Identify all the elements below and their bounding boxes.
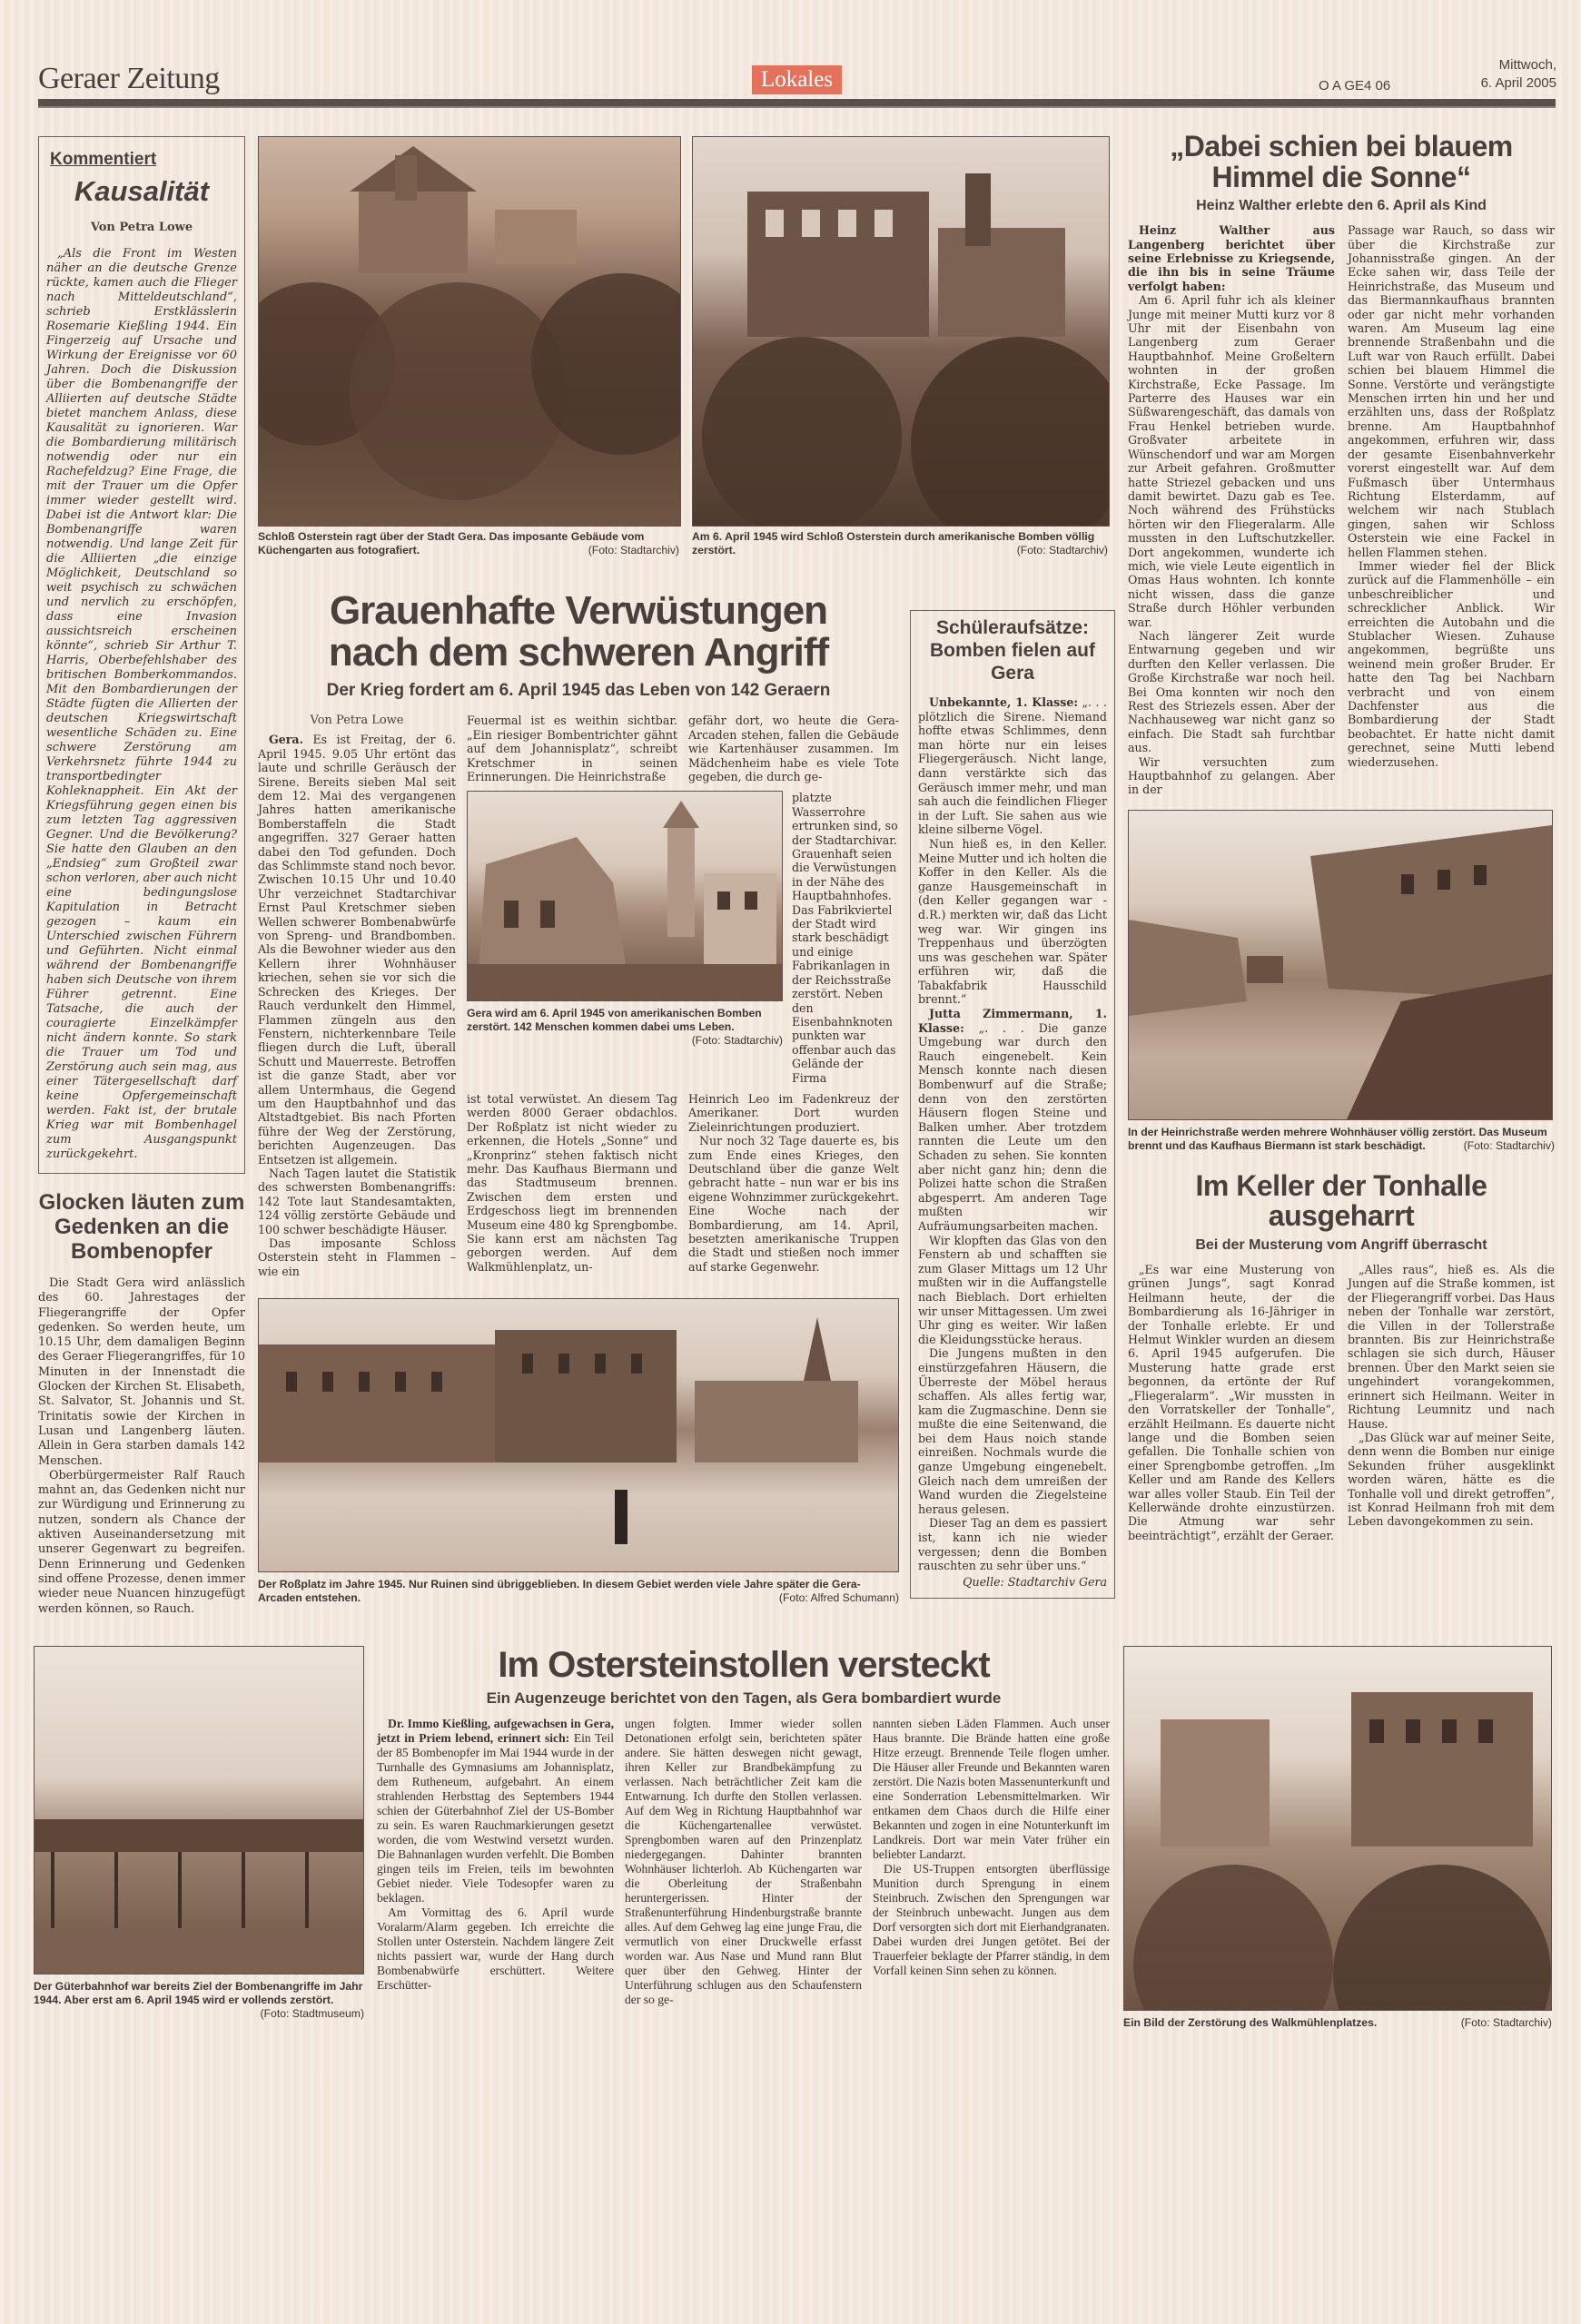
main-columns xyxy=(258,714,899,1278)
caption-heinrichstrasse: In der Heinrichstraße werden mehrere Wohnhäuser völlig zerstört. Das Museum brennt und das Kaufhaus Biermann ist stark beschädigt. (Foto: Stadtarchiv) xyxy=(1128,1125,1555,1152)
osterstein-col1: Dr. Immo Kießling, aufgewachsen in Gera, jetzt in Priem lebend, erinnert sich: Ein Teil der 85 Bombenopfer im Mai 1944 wurde in der Turnhalle des Gymnasiums am Johannisplatz, dem Rutheneum, aufgebahrt. An einem strahlenden Herbsttag des Septembers 1944 schien der Güterbahnhof Ziel der US-Bomber zu sein. Es waren Rauchmarkierungen gesetzt worden, die vom Westwind versetzt wurden. Die Bahnanlagen wurden verfehlt. Die Bomben gingen teils im Freien, teils im bewohnten Gebiet nieder. Viele Todesopfer waren zu beklagen. Am Vormittag des 6. April wurde Voralarm/Alarm gegeben. Ich erreichte die Stollen unter Osterstein. Nachdem längere Zeit nichts passiert war, wurde der Hang durch Bombenabwürfe erschüttert. Weitere Erschütter- xyxy=(377,1717,614,1992)
photo-gera-ruins xyxy=(467,791,783,1001)
date: 6. April 2005 xyxy=(1480,75,1556,91)
caption-rossplatz: Der Roßplatz im Jahre 1945. Nur Ruinen sind übriggeblieben. In diesem Gebiet werden viele Jahre später die Gera-Arcaden entstehen. (Foto: Alfred Schumann) xyxy=(258,1578,899,1604)
street-illustration xyxy=(1129,811,1552,1119)
masthead-rule xyxy=(38,99,1556,108)
photo-rossplatz xyxy=(258,1298,899,1572)
gueterbahnhof-figure xyxy=(34,1646,364,2021)
gera-ruins-figure xyxy=(467,791,783,1085)
rossplatz-figure xyxy=(258,1298,899,1605)
issue-date xyxy=(1478,56,1556,93)
tonhalle-col1: „Es war eine Musterung von grünen Jungs“, sagt Konrad Heilmann heute, der die Bombardierung als 16-Jähriger in der Tonhalle erlebte. Er und Helmut Winkler wurden an diesem 6. April 1945 aufgerufen. Die Musterung hatte grade erst begonnen, da ertönte der Ruf „Fliegeralarm“. „Wir mussten in den Vorratskeller der Tonhalle“, erzählt Heilmann. Es dauerte nicht lange und die Bomben seien gefallen. Die Tonhalle schien von einer Sprengbombe getroffen. „Im Keller und am Rande des Kellers war alles voller Staub. Ein Teil der Kellerwände drohte einzustürzen. Die Atmung war sehr beeinträchtigt“, erzählt der Geraer. xyxy=(1128,1263,1335,1542)
caption-gueterbahnhof: Der Güterbahnhof war bereits Ziel der Bombenangriffe im Jahr 1944. Aber erst am 6. April 1945 wird er vollends zerstört. (Foto: Stadtmuseum) xyxy=(34,1980,364,2020)
essays-box xyxy=(910,610,1115,1599)
section-tag: Lokales xyxy=(752,65,842,94)
square-illustration xyxy=(259,1299,898,1571)
osterstein-col3: nannten sieben Läden Flammen. Auch unser Haus brannte. Die Brände hatten eine große Hitze erzeugt. Brennende Teile flogen umher. Die Häuser aller Freunde und Bekannten waren zerstört. Die Nazis boten Massenunterkunft und eine Sonderration Lebensmittelmarken. Wir entkamen dem Chaos durch die Hilfe einer Bekannten und zogen in eine Notunterkunft im Landkreis. Dort war mein Vater früher ein beliebter Landarzt. Die US-Truppen entsorgten überflüssige Munition durch Sprengung in einem Steinbruch. Zwischen den Sprengungen war der Steinbruch unbewacht. Jungen aus dem Dorf versorgten sich dort mit Eierhandgranaten. Dabei wurden drei Jungen getötet. Bei der Trauerfeier beklagte der Pfarrer ständig, in dem Vorfall keinen Sinn sehen zu können. xyxy=(873,1717,1110,1977)
weekday: Mittwoch, xyxy=(1498,57,1556,73)
osterstein-article xyxy=(377,1646,1111,2007)
commentary-box xyxy=(38,136,245,1174)
commentary-kicker: Kommentiert xyxy=(50,150,157,169)
edition-code: O A GE4 06 xyxy=(1319,78,1391,94)
tonhalle-headline-line2: ausgeharrt xyxy=(1268,1199,1415,1233)
photo-gueterbahnhof xyxy=(34,1646,364,1974)
castle-illustration xyxy=(259,137,680,526)
main-col3-top: gefähr dort, wo heute die Gera-Arcaden stehen, fallen die Gebäude wie Kartenhäuser zusammen. Im Mädchenheim habe es viele Tote gegeben, die durch ge- xyxy=(688,714,899,783)
walther-columns xyxy=(1128,223,1555,797)
walther-col2: Passage war Rauch, so dass wir über die Kirchstraße zur Johannisstraße gingen. An der Ecke sahen wir, dass Teile der Heinrichstraße, das Museum und das Biermannkaufhaus brannten oder gar nicht mehr vorhanden waren. Am Museum lag eine brennende Straßenbahn und die Luft war von Rauch erfüllt. Dabei schien bei blauem Himmel die Sonne. Verstörte und verängstigte Menschen irrten hin und her und erzählten uns, dass der Roßplatz brenne. Am Hauptbahnhof angekommen, erfuhren wir, dass der gesamte Eisenbahnverkehr vorerst eingestellt war. Auf dem Fußmasch über Untermhaus Richtung Elsterdamm, auf welchem wir nach Stublach gingen, sahen wir Schloss Osterstein wie eine Fackel in hellen Flammen stehen. Immer wieder fiel der Blick zurück auf die Flammenhölle – ein unbeschreiblicher und schrecklicher Anblick. Wir erreichten die Autobahn und die Stublacher Wiesen. Zuhause angekommen, begrüßte uns weinend mein großer Bruder. Er hatte den Tag bei Nachbarn verbracht und von einem Dachfenster aus die Bombardierung der Stadt beobachtet. Er hatte nicht damit gerechnet, seine Mutti lebend wiederzusehen. xyxy=(1348,223,1555,769)
osterstein-col2: ungen folgten. Immer wieder sollen Detonationen erfolgt sein, berichteten später andere. Sie hätten deswegen nicht gewagt, ihren Keller zur Brandbekämpfung zu verlassen. Nach beträchtlicher Zeit kam die Entwarnung. Ich durfte den Stollen verlassen. Auf dem Weg in Richtung Hauptbahnhof war die Küchengartenallee verwüstet. Sprengbomben waren auf den Prinzenplatz niedergegangen. Dahinter brannten Wohnhäuser lichterloh. Ab Küchengarten war die Oberleitung der Straßenbahn heruntergerissen. Hinter der Straßenunterführung Hindenburgstraße brannte alles. Auf dem Gehweg lag eine junge Frau, die vermutlich von einer Druckwelle erfasst worden war. Aus Nase und Mund rann Blut quer über den Gehweg. Hinter der Unterführung schlugen aus den Schaufenstern der so ge- xyxy=(625,1717,862,2006)
caption-gera-ruins: Gera wird am 6. April 1945 von amerikanischen Bomben zerstört. 142 Menschen kommen dabei ums Leben. (Foto: Stadtarchiv) xyxy=(467,1007,783,1048)
bells-headline: Glocken läuten zum Gedenken an die Bombenopfer xyxy=(38,1190,245,1264)
left-column xyxy=(38,136,245,1617)
tonhalle-subheadline: Bei der Musterung vom Angriff überrascht xyxy=(1195,1237,1487,1254)
bells-text: Die Stadt Gera wird anlässlich des 60. Jahrestages der Fliegerangriffe der Opfer gedenken. So werden heute, um 10.15 Uhr, dem damaligen Beginn des Geraer Fliegerangriffes, für 10 Minuten in der Innenstadt die Glocken der Kirchen St. Elisabeth, St. Salvator, St. Johannis und St. Trinitatis sowie der Kirchen in Lusan und Langenberg läuten. Allein in Gera starben damals 142 Menschen. Oberbürgermeister Ralf Rauch mahnt an, das Gedenken nicht nur zur Würdigung und Erinnerung zu nutzen, sondern als Chance der aktiven Auseinandersetzung mit unserer Gegenwart zu begreifen. Denn Erinnerung und Gedenken sind offene Prozesse, denen immer wieder neue Nuancen hinzugefügt werden können, so Rauch. xyxy=(38,1276,245,1616)
caption-castle-before: Schloß Osterstein ragt über der Stadt Gera. Das imposante Gebäude vom Küchengarten aus fotografiert. (Foto: Stadtarchiv) xyxy=(258,530,679,556)
rubble-illustration xyxy=(1124,1647,1551,2010)
essays-source: Quelle: Stadtarchiv Gera xyxy=(963,1574,1107,1589)
walther-article xyxy=(1128,132,1555,797)
main-article xyxy=(258,590,899,1278)
essays-text: Unbekannte, 1. Klasse: „. . . plötzlich die Sirene. Niemand hoffte etwas Schlimmes, denn man hörte nur ein leises Fliegergeräusch. Nicht lange, dann verstärkte sich das Geräusch immer mehr, und man sah auch die feindlichen Flieger in der Luft. Sie sahen aus wie kleine silberne Vögel. Nun hieß es, in den Keller. Meine Mutter und ich holten die Koffer in den Keller. Als die ganze Hausgemeinschaft in (den Keller gegangen war - d.R.) merkten wir, daß das Licht weg war. Wir gingen ins Treppenhaus und überzögten uns was geschehen war. Später erführen wir, daß die Tabakfabrik Hausschild brennt.“ Jutta Zimmermann, 1. Klasse: „. . . Die ganze Umgebung war durch den Rauch eingenebelt. Kein Mensch konnte nach diesen Bombenwurf auf die Straße; denn von den zerstörten Häusern flogen Steine und Balken umher. Aber trotzdem rannten die Leute um den Schaden zu sehen. Sie konnten aber nicht ganz hin; denn die Polizei hatte schon die Straßen abgesperrt. Am anderen Tage mußten wir Aufräumungsarbeiten machen. Wir klopften das Glas von den Fenstern ab und schafften sie zum Glaser Mittags um 12 Uhr mußten wir in die Auffangstelle nach Bieblach. Dort erhielten wir unser Mittagessen. Um zwei Uhr ging es weiter. Wir laßen die Kleidungsstücke heraus. Die Jungens mußten in den einstürzgefahren Häusern, die Überreste der Möbel heraus schaffen. Als alles fertig war, kam die Zugmaschine. Denn sie mußte die eine Seitenwand, die bei dem Haus noich stande einreißen. Nochmals wurde die ganze Umgebung eingenebelt. Gleich nach dem umreißen der Wand wurden die Ziegelsteine heraus gelesen. Dieser Tag an dem es passiert ist, kann ich nie wieder vergessen; denn die Bomben rauschten zu sehr über uns.“ Quelle: Stadtarchiv Gera xyxy=(918,695,1107,1589)
osterstein-subheadline: Ein Augenzeuge berichtet von den Tagen, als Gera bombardiert wurde xyxy=(486,1689,1002,1707)
essay-author-1: Unbekannte, 1. Klasse: xyxy=(929,695,1078,709)
newspaper-name: Geraer Zeitung xyxy=(38,62,220,95)
tonhalle-headline-line1: Im Keller der Tonhalle xyxy=(1195,1168,1487,1202)
photo-castle-before xyxy=(258,136,681,527)
caption-castle-after: Am 6. April 1945 wird Schloß Osterstein durch amerikanische Bomben völlig zerstört. (Foto: Stadtarchiv) xyxy=(692,530,1108,556)
ruined-castle-illustration xyxy=(693,137,1109,526)
caption-walkmuehlenplatz: Ein Bild der Zerstörung des Walkmühlenplatzes. (Foto: Stadtarchiv) xyxy=(1123,2016,1552,2029)
commentary-title: Kausalität xyxy=(74,175,210,207)
photo-heinrichstrasse xyxy=(1128,810,1553,1120)
main-col3-side: platzte Wasserrohre ertrunken sind, so der Stadtarchivar. Grauenhaft seien die Verwüstungen in der Nähe des Hauptbahnhofes. Das Fabrikviertel der Stadt wird stark beschädigt und einige Fabrikanlagen in der Reichsstraße zerstört. Neben den Eisenbahnknotenpunkten war offenbar auch das Gelände der Firma xyxy=(792,791,898,1085)
main-right-wrap xyxy=(467,714,899,1274)
walther-headline-line2: Himmel die Sonne“ xyxy=(1211,160,1471,193)
main-byline: Von Petra Lowe xyxy=(310,714,404,728)
commentary-text: „Als die Front im Westen näher an die deutsche Grenze rückte, kamen auch die Flieger nach Mitteldeutschland“, schrieb Erstklässlerin Rosemarie Kießling 1944. Ein Fingerzeig auf Ursache und Wirkung der Ereignisse vor 60 Jahren. Doch die Diskussion über die Bombenangriffe der Alliierten auf deutsche Städte bietet manchem Anlass, diese Kausalität zu ignorieren. War die Bombardierung militärisch notwendig oder nur ein Rachefeldzug? Eine Frage, die mit der Trauer um die Opfer immer wieder gestellt wird. Dabei ist die Antwort klar: Die Bombenangriffe waren notwendig. Und lange Zeit für die Alliierten „die einzige Möglichkeit, Deutschland so weit psychisch zu schwächen und nervlich zu erschöpfen, dass eine Invasion aussichtsreich erscheinen könnte“, schrieb Sir Arthur T. Harris, Oberbefehlshaber des britischen Bomberkommandos. Mit den Bombardierungen der Städte fügten die Allierten der deutschen Kriegswirtschaft wesentliche Schäden zu. Eine schwere Zerstörung am Verkehrsnetz führte 1944 zu transportbedingter Kohleknappheit. Ein Akt der Kriegsführung gegen einen bis zum letzten Tag aggressiven Gegner. Und die Bevölkerung? Sie hatte den Glauben an den „Endsieg“ zum Großteil zwar schon verloren, aber auch nicht eine bedingungslose Kapitulation in Betracht gezogen – kaum ein Unterschied zwischen Führern und Geführten. Nicht einmal während der Bombenangriffe haben sich Deutsche von ihrem Führer getrennt. Eine Tatsache, die auch der couragierte Einzelkämpfer nicht ändern konnte. So stark die Trauer um Tod und Zerstörung auch sein mag, aus einer Tätergesellschaft darf keine Opfergemeinschaft werden. Fakt ist, der brutale Krieg war mit Bombenhagel zum Ausgangspunkt zurückgekehrt. xyxy=(46,247,237,1161)
bells-article xyxy=(38,1190,245,1617)
commentary-byline: Von Petra Lowe xyxy=(90,221,193,234)
bottom-band xyxy=(34,1646,1552,2030)
main-col1: Gera. Es ist Freitag, der 6. April 1945. 9.05 Uhr ertönt das laute und schrille Geräusch der Sirene. Bereits sieben Mal seit dem 12. Mai des vergangenen Jahres hatten amerikanische Bomberstaffeln die Stadt angegriffen. 327 Geraer hatten dabei den Tod gefunden. Doch das Schlimmste stand noch bevor. Zwischen 10.15 Uhr und 10.40 Uhr verzeichnet Stadtarchivar Ernst Paul Kretschmer sieben Wellen schwerer Bombenabwürfe von Spreng- und Brandbomben. Als die Bewohner wieder aus den Kellern ihrer Wohnhäuser kriechen, sehen sie vor sich die Schrecken des Krieges. Der Rauch verdunkelt den Himmel, Flammen züngeln aus den Fenstern, nichterkennbare Teile fliegen durch die Luft, überall Schutt und Mauerreste. Betroffen ist die ganze Stadt, aber vor allem Untermhaus, die Gegend um den Hauptbahnhof und das Altstadtgebiet. Bis nach Pforten führe der Weg der Zerstörung, berichten Augenzeugen. Das Entsetzen ist allgemein. Nach Tagen lautet die Statistik des schwersten Bombenangriffs: 142 Tote laut Standesamtakten, 124 völlig zerstörte Gebäude und 100 schwer beschädigte Häuser. Das imposante Schloss Osterstein steht in Flammen – wie ein xyxy=(258,733,456,1278)
walkmuehlenplatz-figure xyxy=(1123,1646,1552,2030)
essay-author-2: Jutta Zimmermann, 1. Klasse: xyxy=(918,1007,1107,1035)
main-headline-line1: Grauenhafte Verwüstungen xyxy=(329,588,828,633)
main-col2-top: Feuermal ist es weithin sichtbar. „Ein riesiger Bombentrichter gähnt auf dem Johannisplatz“, schreibt Kretschmer in seinen Erinnerungen. Die Heinrichstraße xyxy=(467,714,677,783)
photo-castle-after xyxy=(692,136,1110,527)
right-column xyxy=(1128,132,1555,1542)
main-col1-wrap xyxy=(258,714,456,1278)
osterstein-headline: Im Ostersteinstollen versteckt xyxy=(498,1645,990,1685)
main-col3-bottom: Heinrich Leo im Fadenkreuz der Amerikaner. Dort wurden Zieleinrichtungen produziert. Nur noch 32 Tage dauerte es, bis zum Ende eines Krieges, den Deutschland über die ganze Welt gebracht hatte – nun war er bis ins eigene Wohnzimmer zurückgekehrt. Eine Woche nach der Bombardierung, am 14. April, besetzten amerikanische Truppen die Stadt und stießen noch immer auf starke Gegenwehr. xyxy=(688,1091,899,1274)
essays-headline: Schüleraufsätze: Bomben fielen auf Gera xyxy=(929,617,1096,684)
rail-yard-illustration xyxy=(35,1647,363,1974)
ruins-illustration xyxy=(468,792,782,1000)
main-headline-line2: nach dem schweren Angriff xyxy=(328,630,829,675)
photo-walkmuehlenplatz xyxy=(1123,1646,1552,2011)
heinrichstrasse-figure xyxy=(1128,810,1555,1153)
main-subheadline: Der Krieg fordert am 6. April 1945 das Leben von 142 Geraern xyxy=(326,681,831,701)
tonhalle-article xyxy=(1128,1168,1555,1542)
walther-col1: Heinz Walther aus Langenberg berichtet über seine Erlebnisse zu Kriegsende, die ihn bis in seine Träume verfolgt haben: Am 6. April fuhr ich als kleiner Junge mit meiner Mutti kurz vor 8 Uhr mit der Eisenbahn von Langenberg zum Geraer Hauptbahnhof. Meine Großeltern wohnten in der großen Kirchstraße, Ecke Passage. Im Parterre des Hauses war ein Süßwarengeschäft, das damals von Frau Henkel betrieben wurde. Großvater arbeitete in Wünschendorf und war am Morgen zur Arbeit gefahren. Großmutter hatte Striezel gebacken und uns damit bewirtet. Dazu gab es Tee. Noch während des Frühstücks hörten wir den Fliegeralarm. Alle mussten in den Luftschutzkeller. Dort angekommen, wunderte ich mich, wie viele Leute eigentlich in Omas Haus wohnten. Ich konnte nicht wissen, dass die ganze Straße durch Höhler verbunden war. Nach längerer Zeit wurde Entwarnung gegeben und wir durften den Keller verlassen. Die Große Kirchstraße war noch heil. Bei Oma konnten wir noch den Rest des Striezels essen. Aber der Nachhauseweg war nicht ganz so einfach. Die Stadt sah furchtbar aus. Wir versuchten zum Hauptbahnhof zu gelangen. Aber in der xyxy=(1128,223,1335,797)
osterstein-columns xyxy=(377,1717,1111,2007)
tonhalle-columns xyxy=(1128,1263,1555,1542)
main-col2-bottom: ist total verwüstet. An diesem Tag werden 8000 Geraer obdachlos. Der Roßplatz ist nicht wieder zu erkennen, die Hotels „Sonne“ und „Kronprinz“ stehen faktisch nicht mehr. Das Kaufhaus Biermann und das Stadtmuseum brennen. Zwischen dem ersten und Erdgeschoss liegt im brennenden Museum eine 480 kg Sprengbombe. Sie kann erst am nächsten Tag geborgen werden. Auf dem Walkmühlenplatz, un- xyxy=(467,1091,677,1274)
walther-headline-line1: „Dabei schien bei blauem xyxy=(1170,130,1513,162)
tonhalle-col2: „Alles raus“, hieß es. Als die Jungen auf die Straße kommen, ist der Fliegerangriff vorbei. Das Haus neben der Tonhalle war zerstört, die Villen in der Tollerstraße brannten. Bis zur Heinrichstraße schlagen sie sich durch, Häuser brennen. Über den Markt seien sie ungehindert vorangekommen, erinnert sich Heilmann. Weiter in Richtung Leumnitz und nach Hause. „Das Glück war auf meiner Seite, denn wenn die Bomben nur einige Sekunden früher ausgeklinkt worden wären, hätte es die Tonhalle voll und direkt getroffen“, ist Konrad Heilmann froh mit dem Leben davongekommen zu sein. xyxy=(1348,1263,1555,1529)
walther-subheadline: Heinz Walther erlebte den 6. April als Kind xyxy=(1196,198,1487,214)
